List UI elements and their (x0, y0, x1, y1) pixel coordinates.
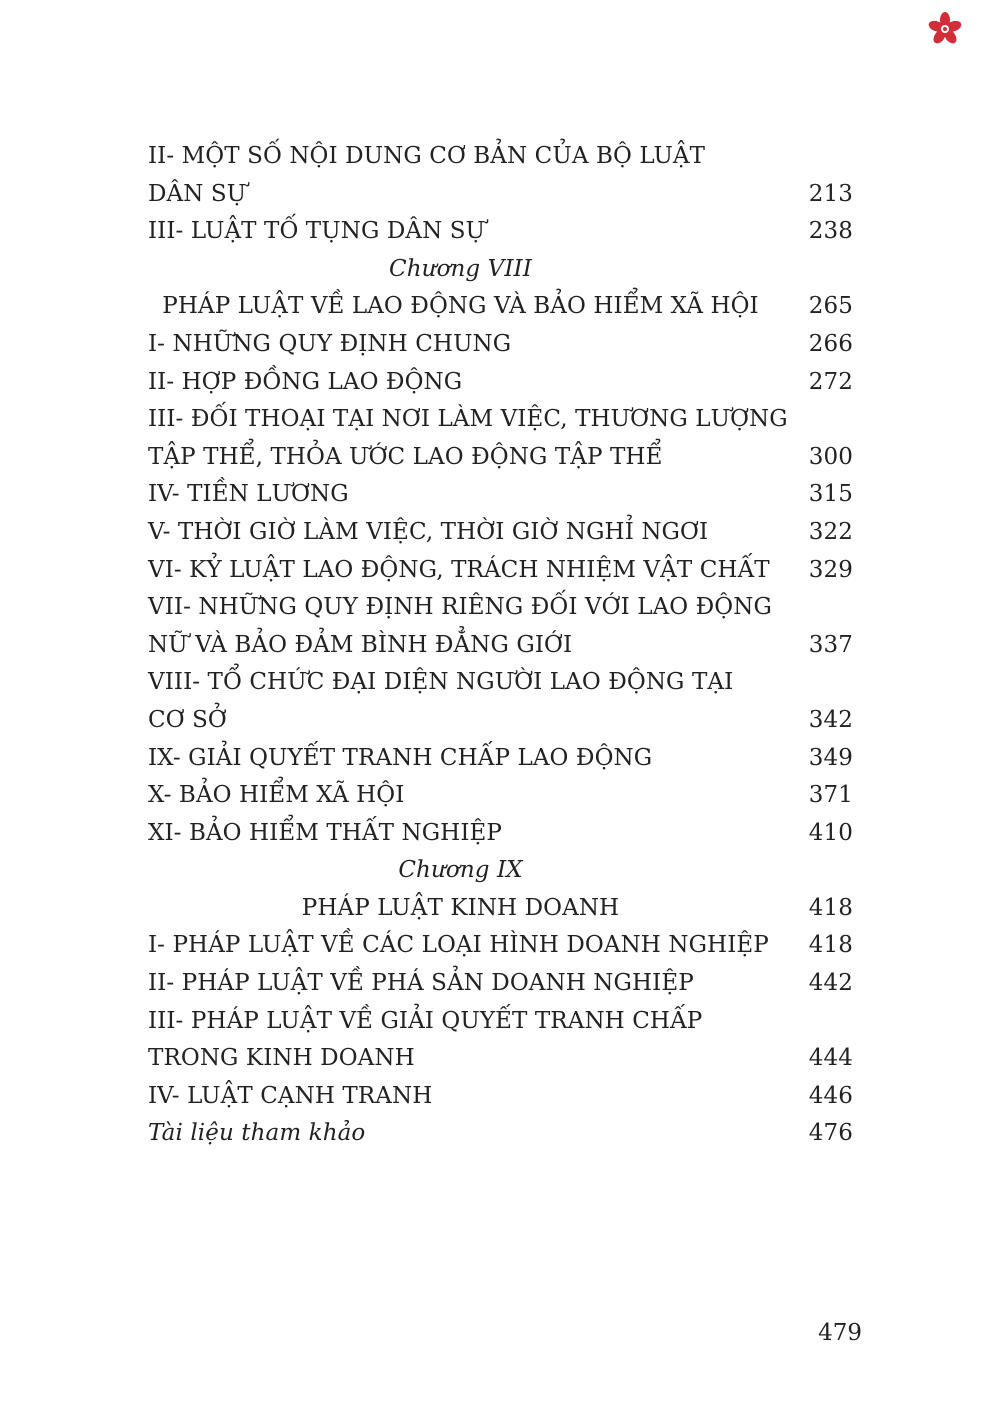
toc-entry-title: VIII- TỔ CHỨC ĐẠI DIỆN NGƯỜI LAO ĐỘNG TẠI (148, 669, 734, 696)
table-of-contents (148, 138, 853, 1153)
toc-entry-title: II- HỢP ĐỒNG LAO ĐỘNG (148, 368, 463, 395)
toc-entry-title: III- PHÁP LUẬT VỀ GIẢI QUYẾT TRANH CHẤP (148, 1007, 703, 1034)
toc-entry-title: VII- NHỮNG QUY ĐỊNH RIÊNG ĐỐI VỚI LAO ĐỘNG (148, 594, 772, 621)
toc-entry-page: 213 (808, 180, 853, 207)
toc-entry (148, 890, 853, 928)
toc-entry-title: PHÁP LUẬT VỀ LAO ĐỘNG VÀ BẢO HIỂM XÃ HỘI (162, 293, 759, 320)
toc-entry-title: V- THỜI GIỜ LÀM VIỆC, THỜI GIỜ NGHỈ NGƠI (148, 518, 709, 545)
toc-entry-title: I- NHỮNG QUY ĐỊNH CHUNG (148, 330, 512, 357)
toc-entry-title: TRONG KINH DOANH (148, 1045, 415, 1072)
toc-entry-page: 265 (808, 293, 853, 320)
toc-entry (148, 288, 853, 326)
toc-entry (148, 702, 853, 740)
toc-entry-title: II- PHÁP LUẬT VỀ PHÁ SẢN DOANH NGHIỆP (148, 970, 694, 997)
toc-entry-title: III- LUẬT TỐ TỤNG DÂN SỰ (148, 218, 486, 245)
toc-entry-page: 322 (808, 518, 853, 545)
toc-entry (148, 364, 853, 402)
toc-entry-title: I- PHÁP LUẬT VỀ CÁC LOẠI HÌNH DOANH NGHIỆP (148, 932, 769, 959)
toc-entry (148, 176, 853, 214)
toc-entry-page: 300 (808, 443, 853, 470)
toc-entry (148, 815, 853, 853)
toc-entry-title: II- MỘT SỐ NỘI DUNG CƠ BẢN CỦA BỘ LUẬT (148, 143, 706, 169)
toc-entry-page: 266 (808, 330, 853, 357)
toc-entry (148, 514, 853, 552)
flower-logo-svg (928, 12, 962, 46)
toc-entry-title: IV- LUẬT CẠNH TRANH (148, 1082, 433, 1109)
toc-entry-page: 315 (808, 481, 853, 508)
toc-entry-page: 442 (808, 970, 853, 997)
toc-entry-page: 446 (808, 1082, 853, 1109)
toc-entry-title: III- ĐỐI THOẠI TẠI NƠI LÀM VIỆC, THƯƠNG LƯỢNG (148, 406, 788, 433)
toc-entry (148, 552, 853, 590)
page-number: 479 (818, 1320, 862, 1346)
toc-entry-title: Chương VIII (389, 255, 532, 282)
toc-entry-page: 272 (808, 368, 853, 395)
toc-entry (148, 664, 853, 702)
chapter-heading (148, 852, 853, 890)
toc-entry-page: 349 (808, 744, 853, 771)
toc-entry-page: 418 (808, 932, 853, 959)
toc-entry (148, 1040, 853, 1078)
toc-entry-page: 444 (808, 1045, 853, 1072)
toc-entry-title: IV- TIỀN LƯƠNG (148, 481, 349, 508)
toc-entry (148, 138, 853, 176)
toc-entry-title: Tài liệu tham khảo (148, 1120, 366, 1147)
chapter-heading (148, 251, 853, 289)
toc-entry (148, 740, 853, 778)
toc-entry-page: 410 (808, 819, 853, 846)
toc-entry (148, 1003, 853, 1041)
toc-entry (148, 439, 853, 477)
toc-entry-title: VI- KỶ LUẬT LAO ĐỘNG, TRÁCH NHIỆM VẬT CHẤT (148, 556, 770, 583)
toc-entry-title: XI- BẢO HIỂM THẤT NGHIỆP (148, 819, 502, 846)
toc-entry-title: NỮ VÀ BẢO ĐẢM BÌNH ĐẲNG GIỚI (148, 631, 573, 658)
toc-entry-title: PHÁP LUẬT KINH DOANH (301, 894, 620, 921)
toc-entry (148, 965, 853, 1003)
toc-entry-page: 342 (808, 706, 853, 733)
toc-entry (148, 476, 853, 514)
toc-entry (148, 1078, 853, 1116)
toc-entry (148, 589, 853, 627)
toc-entry-page: 329 (808, 556, 853, 583)
toc-entry-title: TẬP THỂ, THỎA ƯỚC LAO ĐỘNG TẬP THỂ (148, 443, 663, 470)
toc-entry (148, 213, 853, 251)
toc-entry-page: 418 (808, 894, 853, 921)
toc-entry (148, 777, 853, 815)
toc-entry (148, 927, 853, 965)
toc-entry (148, 401, 853, 439)
toc-entry (148, 627, 853, 665)
toc-entry-title: X- BẢO HIỂM XÃ HỘI (148, 782, 405, 809)
toc-entry-page: 476 (808, 1120, 853, 1147)
toc-entry (148, 1115, 853, 1153)
toc-entry-title: IX- GIẢI QUYẾT TRANH CHẤP LAO ĐỘNG (148, 744, 653, 771)
toc-entry-page: 337 (808, 631, 853, 658)
toc-entry-title: DÂN SỰ (148, 180, 247, 207)
toc-entry-page: 238 (808, 218, 853, 245)
toc-entry-page: 371 (808, 782, 853, 809)
toc-entry-title: CƠ SỞ (148, 706, 227, 733)
flower-logo-icon (928, 12, 962, 46)
toc-entry-title: Chương IX (398, 857, 523, 884)
toc-entry (148, 326, 853, 364)
